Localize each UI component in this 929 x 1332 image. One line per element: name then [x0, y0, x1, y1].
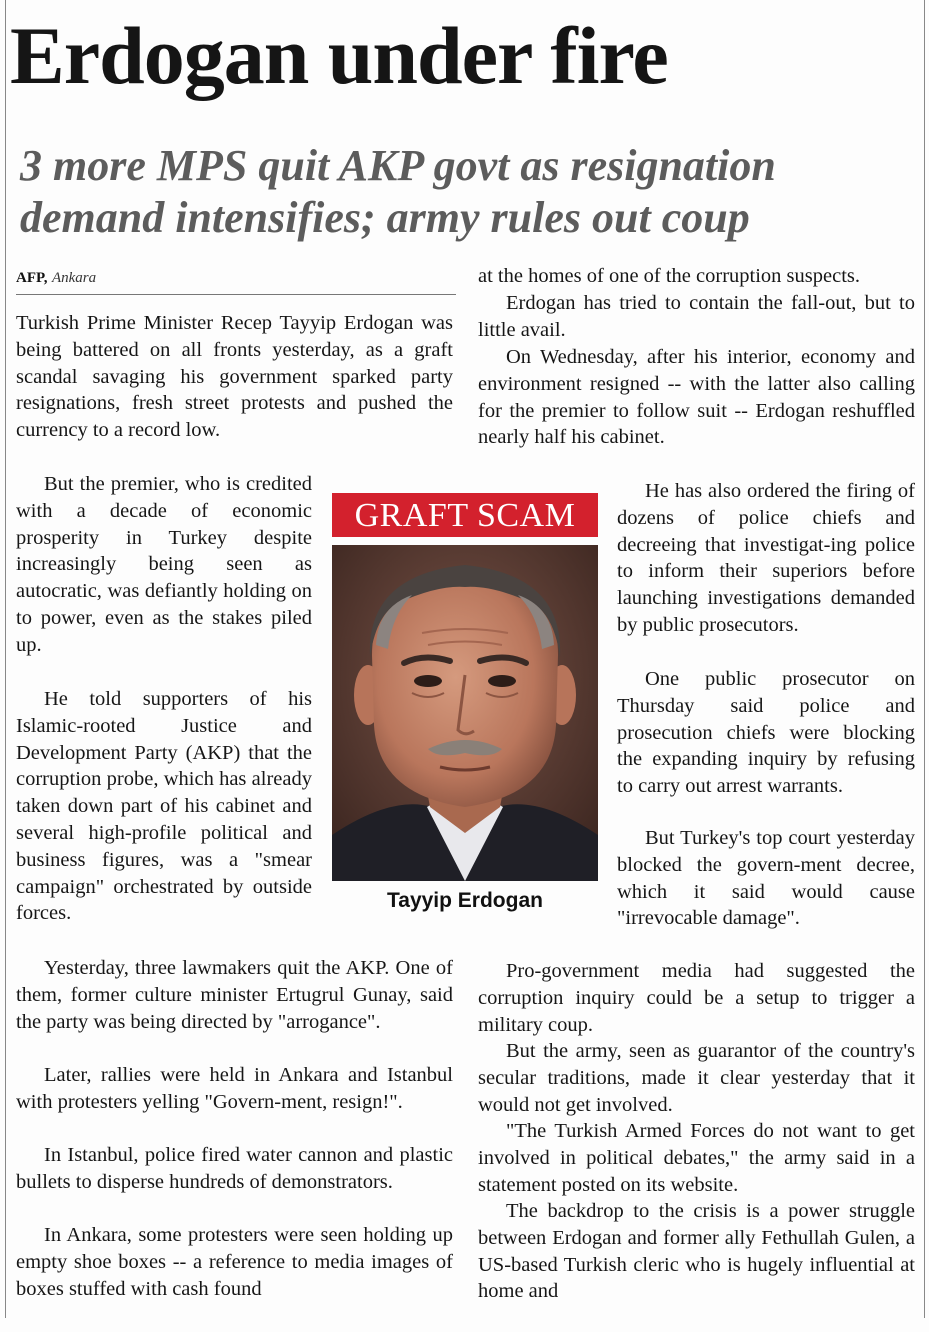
subheadline: 3 more MPS quit AKP govt as resignation demand intensifies; army rules out coup — [20, 141, 776, 242]
article-paragraph: He has also ordered the firing of dozens of police chiefs and decreeing that investigat-ing police to inform their superiors before launching investigations demanded by public prosecutors. — [617, 480, 915, 636]
photo-caption: Tayyip Erdogan — [387, 889, 543, 912]
article-paragraph: at the homes of one of the corruption suspects. — [478, 265, 861, 287]
photo-block — [332, 493, 602, 930]
article-paragraph: Turkish Prime Minister Recep Tayyip Erdogan was being battered on all fronts yesterday, as a graft scandal savaging his government sparked party resignations, fresh street protests and pushed the currency to a record low. — [16, 312, 453, 442]
article-paragraph: One public prosecutor on Thursday said police and prosecution chiefs were blocking the expanding inquiry by refusing to carry out arrest warrants. — [617, 668, 915, 798]
article-paragraph: Yesterday, three lawmakers quit the AKP. One of them, former culture minister Ertugrul Gunay, said the party was being directed by "arrogance". — [16, 957, 453, 1033]
portrait-illustration — [332, 545, 598, 881]
article-paragraph: The backdrop to the crisis is a power struggle between Erdogan and former ally Fethullah Gulen, a US-based Turkish cleric who is hugely influential at home and — [478, 1200, 915, 1303]
portrait-photo — [332, 545, 598, 881]
graft-scam-tag: GRAFT SCAM — [332, 493, 598, 537]
article-paragraph: Pro-government media had suggested the corruption inquiry could be a setup to trigger a military coup. — [478, 960, 915, 1036]
byline — [16, 268, 96, 288]
article-paragraph: But the army, seen as guarantor of the country's secular traditions, made it clear yesterday that it would not get involved. — [478, 1040, 915, 1116]
byline-place: Ankara — [51, 270, 97, 286]
byline-source: AFP, — [16, 270, 48, 286]
article-paragraph: Later, rallies were held in Ankara and Istanbul with protesters yelling "Govern-ment, resign!". — [16, 1064, 453, 1113]
byline-rule — [16, 294, 456, 295]
article-paragraph: "The Turkish Armed Forces do not want to get involved in political debates," the army said in a statement posted on its website. — [478, 1120, 915, 1196]
headline: Erdogan under fire — [10, 10, 668, 101]
article-paragraph: Erdogan has tried to contain the fall-out, but to little avail. — [478, 292, 915, 341]
article-paragraph: But the premier, who is credited with a decade of economic prosperity in Turkey despite increasingly being seen as autocratic, was defiantly holding on to power, even as the stakes piled up. — [16, 473, 312, 656]
article-paragraph: But Turkey's top court yesterday blocked the govern-ment decree, which it said would cause "irrevocable damage". — [617, 827, 915, 930]
article-paragraph: He told supporters of his Islamic-rooted Justice and Development Party (AKP) that the corruption probe, which has already taken down part of his cabinet and several high-profile political and business figures, was a "smear campaign" orchestrated by outside forces. — [16, 688, 312, 925]
article-paragraph: On Wednesday, after his interior, economy and environment resigned -- with the latter also calling for the premier to follow suit -- Erdogan reshuffled nearly half his cabinet. — [478, 346, 915, 449]
article-paragraph: In Ankara, some protesters were seen holding up empty shoe boxes -- a reference to media images of boxes stuffed with cash found — [16, 1224, 453, 1300]
article-paragraph: In Istanbul, police fired water cannon and plastic bullets to disperse hundreds of demonstrators. — [16, 1144, 453, 1193]
